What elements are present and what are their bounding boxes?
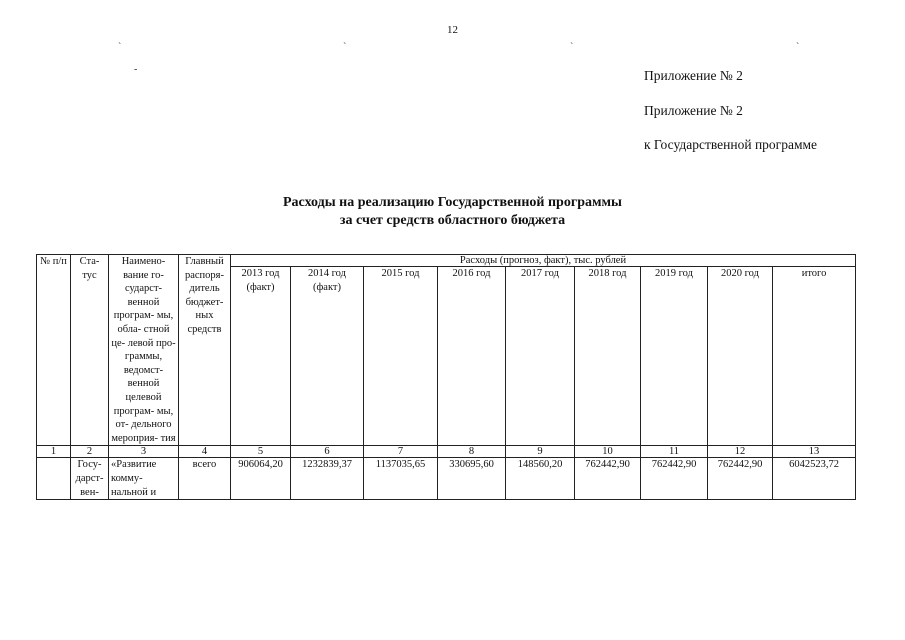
row-no bbox=[37, 458, 71, 500]
row-value-2014: 1232839,37 bbox=[291, 458, 364, 500]
header-year-2013: 2013 год (факт) bbox=[231, 267, 291, 446]
document-title bbox=[0, 194, 905, 230]
column-number: 2 bbox=[71, 446, 109, 458]
row-value-2019: 762442,90 bbox=[641, 458, 708, 500]
column-number: 3 bbox=[109, 446, 179, 458]
title-line-2: за счет средств областного бюджета bbox=[339, 213, 566, 228]
row-value-2020: 762442,90 bbox=[708, 458, 773, 500]
header-admin: Главный распоря- дитель бюджет- ных средств bbox=[179, 255, 231, 446]
column-number: 9 bbox=[506, 446, 575, 458]
column-number: 7 bbox=[364, 446, 438, 458]
column-number: 10 bbox=[575, 446, 641, 458]
row-admin: всего bbox=[179, 458, 231, 500]
scan-speck: ` bbox=[118, 42, 122, 53]
column-number: 5 bbox=[231, 446, 291, 458]
header-year-2017: 2017 год bbox=[506, 267, 575, 446]
row-value-2017: 148560,20 bbox=[506, 458, 575, 500]
header-year-2014: 2014 год (факт) bbox=[291, 267, 364, 446]
row-value-2015: 1137035,65 bbox=[364, 458, 438, 500]
column-number: 4 bbox=[179, 446, 231, 458]
table-row bbox=[37, 458, 856, 500]
appendix-label-1: Приложение № 2 bbox=[644, 68, 743, 83]
row-status: Госу- дарст- вен- bbox=[71, 458, 109, 500]
scan-speck: ` bbox=[570, 42, 574, 53]
row-program-name: «Развитие комму- нальной и bbox=[109, 458, 179, 500]
header-year-2019: 2019 год bbox=[641, 267, 708, 446]
appendix-label-2: Приложение № 2 bbox=[644, 103, 743, 118]
row-value-2013: 906064,20 bbox=[231, 458, 291, 500]
header-total: итого bbox=[773, 267, 856, 446]
scan-speck: ` bbox=[343, 42, 347, 53]
header-expenses: Расходы (прогноз, факт), тыс. рублей bbox=[231, 255, 856, 267]
column-number: 6 bbox=[291, 446, 364, 458]
header-status: Ста- тус bbox=[71, 255, 109, 446]
column-number-row bbox=[37, 446, 856, 458]
title-line-1: Расходы на реализацию Государственной программы bbox=[283, 195, 622, 210]
header-row-top bbox=[37, 255, 856, 267]
scan-speck: - bbox=[134, 64, 138, 75]
column-number: 13 bbox=[773, 446, 856, 458]
header-name: Наимено- вание го- сударст- венной програм- мы, обла- стной це- левой про- граммы, ведомст- венной целевой програм- мы, от- дельного мероприя- тия bbox=[109, 255, 179, 446]
column-number: 1 bbox=[37, 446, 71, 458]
header-year-2016: 2016 год bbox=[438, 267, 506, 446]
column-number: 11 bbox=[641, 446, 708, 458]
header-year-2015: 2015 год bbox=[364, 267, 438, 446]
column-number: 8 bbox=[438, 446, 506, 458]
row-value-2018: 762442,90 bbox=[575, 458, 641, 500]
budget-table bbox=[36, 254, 856, 500]
row-value-total: 6042523,72 bbox=[773, 458, 856, 500]
header-year-2018: 2018 год bbox=[575, 267, 641, 446]
row-value-2016: 330695,60 bbox=[438, 458, 506, 500]
appendix-program-ref: к Государственной программе bbox=[644, 137, 818, 152]
header-year-2020: 2020 год bbox=[708, 267, 773, 446]
page-number: 12 bbox=[447, 24, 458, 36]
column-number: 12 bbox=[708, 446, 773, 458]
scan-speck: ` bbox=[796, 42, 800, 53]
header-no: № п/п bbox=[37, 255, 71, 446]
